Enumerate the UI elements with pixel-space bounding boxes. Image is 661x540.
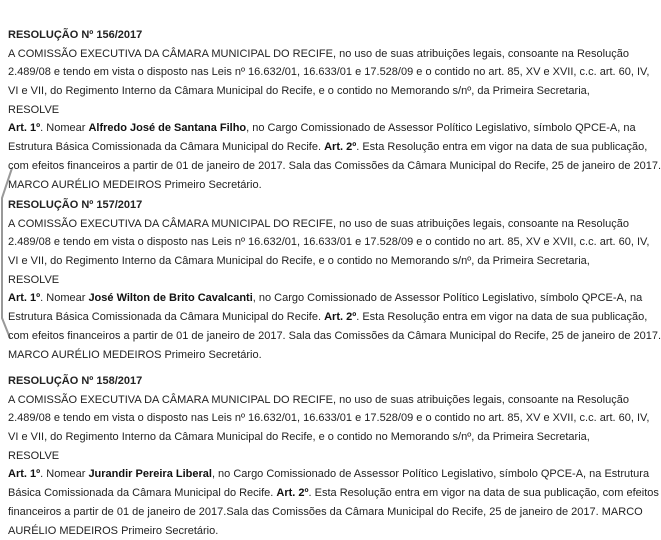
bold-text: Art. 2º: [324, 141, 356, 153]
text-segment: Estrutura Básica Comissionada da Câmara Municipal do Recife.: [8, 311, 324, 323]
text-segment: MARCO AURÉLIO MEDEIROS Primeiro Secretário.: [8, 349, 262, 361]
text-line: [8, 101, 616, 120]
text-segment: . Nomear: [40, 468, 88, 480]
bold-text: Jurandir Pereira Liberal: [88, 468, 212, 480]
text-segment: Estrutura Básica Comissionada da Câmara Municipal do Recife.: [8, 141, 324, 153]
text-segment: RESOLVE: [8, 274, 59, 286]
text-segment: . Esta Resolução entra em vigor na data de sua publicação, com efeitos: [309, 487, 659, 499]
text-line: [8, 138, 616, 157]
bold-text: Art. 1º: [8, 292, 40, 304]
text-segment: financeiros a partir de 01 de janeiro de 2017.Sala das Comissões da Câmara Municipal do Recife, 25 de janeiro de 2017. MARCO: [8, 506, 643, 518]
text-line: [8, 428, 616, 447]
text-segment: . Esta Resolução entra em vigor na data de sua publicação,: [356, 141, 647, 153]
text-line: [8, 327, 616, 346]
bold-text: Art. 2º: [276, 487, 308, 499]
text-segment: 2.489/08 e tendo em vista o disposto nas Leis nº 16.632/01, 16.633/01 e 17.528/09 e o contido no art. 85, XV e XVII, c.c. art. 60, IV,: [8, 236, 649, 248]
text-line: [8, 215, 616, 234]
text-segment: . Nomear: [40, 292, 88, 304]
text-line: [8, 465, 616, 484]
resolution-title: RESOLUÇÃO Nº 157/2017: [8, 196, 616, 215]
bold-text: Art. 2º: [324, 311, 356, 323]
text-line: [8, 503, 616, 522]
text-segment: MARCO AURÉLIO MEDEIROS Primeiro Secretário.: [8, 179, 262, 191]
text-line: [8, 271, 616, 290]
text-line: [8, 45, 616, 64]
resolution-156: [8, 26, 616, 194]
text-segment: A COMISSÃO EXECUTIVA DA CÂMARA MUNICIPAL DO RECIFE, no uso de suas atribuições legais, consoante na Resolução: [8, 48, 629, 60]
text-segment: RESOLVE: [8, 450, 59, 462]
resolution-158: [8, 372, 616, 540]
resolution-title: RESOLUÇÃO Nº 158/2017: [8, 372, 616, 391]
bold-text: Alfredo José de Santana Filho: [88, 122, 246, 134]
bold-text: Art. 1º: [8, 122, 40, 134]
text-segment: VI e VII, do Regimento Interno da Câmara Municipal do Recife, e o contido no Memorando s/nº, da Primeira Secretaria,: [8, 85, 590, 97]
text-line: [8, 484, 616, 503]
text-segment: RESOLVE: [8, 104, 59, 116]
text-segment: A COMISSÃO EXECUTIVA DA CÂMARA MUNICIPAL DO RECIFE, no uso de suas atribuições legais, consoante na Resolução: [8, 218, 629, 230]
text-line: [8, 252, 616, 271]
text-segment: VI e VII, do Regimento Interno da Câmara Municipal do Recife, e o contido no Memorando s/nº, da Primeira Secretaria,: [8, 255, 590, 267]
text-segment: . Esta Resolução entra em vigor na data de sua publicação,: [356, 311, 647, 323]
resolution-157: [8, 196, 616, 364]
text-segment: , no Cargo Comissionado de Assessor Político Legislativo, símbolo QPCE-A, na Estrutura: [212, 468, 649, 480]
text-segment: Básica Comissionada da Câmara Municipal do Recife.: [8, 487, 276, 499]
text-line: [8, 63, 616, 82]
text-segment: . Nomear: [40, 122, 88, 134]
text-segment: com efeitos financeiros a partir de 01 de janeiro de 2017. Sala das Comissões da Câmara Municipal do Recife, 25 de janeiro de 2017.: [8, 160, 661, 172]
text-line: [8, 308, 616, 327]
bold-text: Art. 1º: [8, 468, 40, 480]
text-line: [8, 289, 616, 308]
text-line: [8, 157, 616, 176]
bold-text: José Wilton de Brito Cavalcanti: [88, 292, 252, 304]
text-line: [8, 409, 616, 428]
text-line: [8, 522, 616, 540]
text-segment: , no Cargo Comissionado de Assessor Político Legislativo, símbolo QPCE-A, na: [246, 122, 635, 134]
text-line: [8, 82, 616, 101]
text-line: [8, 346, 616, 365]
text-segment: com efeitos financeiros a partir de 01 de janeiro de 2017. Sala das Comissões da Câmara Municipal do Recife, 25 de janeiro de 2017.: [8, 330, 661, 342]
text-segment: 2.489/08 e tendo em vista o disposto nas Leis nº 16.632/01, 16.633/01 e 17.528/09 e o contido no art. 85, XV e XVII, c.c. art. 60, IV,: [8, 412, 649, 424]
text-line: [8, 391, 616, 410]
text-segment: , no Cargo Comissionado de Assessor Político Legislativo, símbolo QPCE-A, na: [253, 292, 642, 304]
text-line: [8, 447, 616, 466]
text-segment: 2.489/08 e tendo em vista o disposto nas Leis nº 16.632/01, 16.633/01 e 17.528/09 e o contido no art. 85, XV e XVII, c.c. art. 60, IV,: [8, 66, 649, 78]
resolution-title: RESOLUÇÃO Nº 156/2017: [8, 26, 616, 45]
text-line: [8, 176, 616, 195]
text-segment: AURÉLIO MEDEIROS Primeiro Secretário.: [8, 525, 218, 537]
text-segment: VI e VII, do Regimento Interno da Câmara Municipal do Recife, e o contido no Memorando s/nº, da Primeira Secretaria,: [8, 431, 590, 443]
text-segment: A COMISSÃO EXECUTIVA DA CÂMARA MUNICIPAL DO RECIFE, no uso de suas atribuições legais, consoante na Resolução: [8, 394, 629, 406]
text-line: [8, 119, 616, 138]
text-line: [8, 233, 616, 252]
